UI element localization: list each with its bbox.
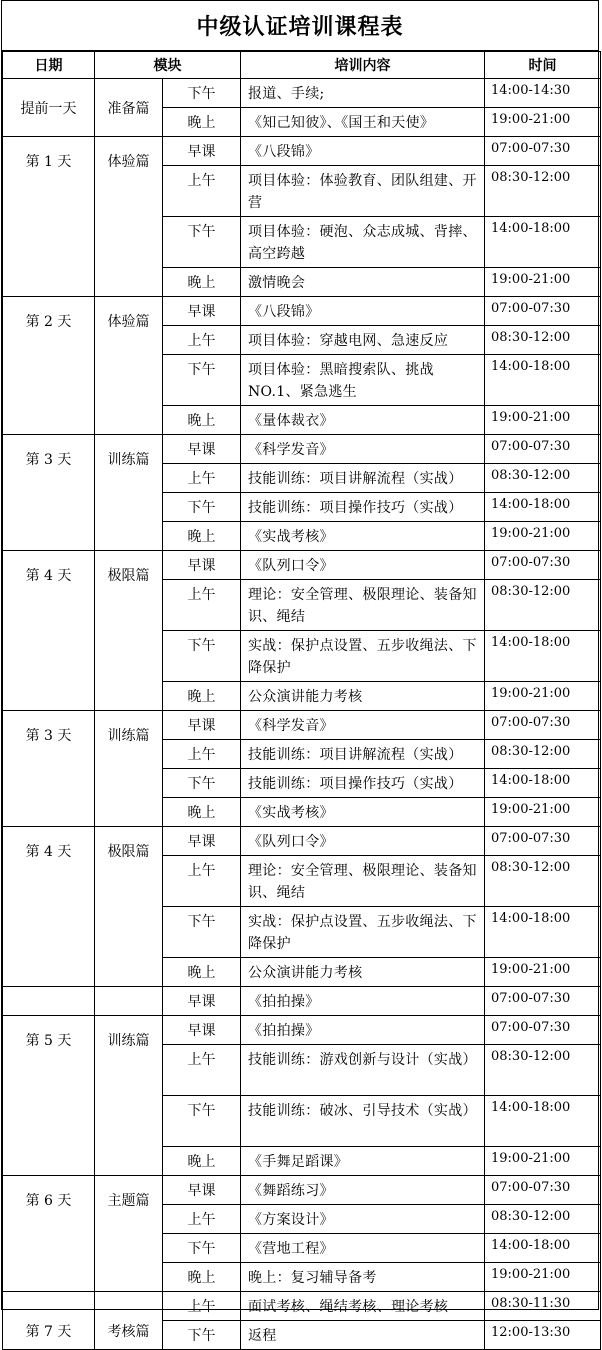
- time-cell: 07:00-07:30: [485, 435, 601, 464]
- content-cell: 《量体裁衣》: [241, 406, 485, 435]
- content-cell: 《实战考核》: [241, 522, 485, 551]
- module-cell: 主题篇: [95, 1176, 163, 1292]
- time-cell: 19:00-21:00: [485, 108, 601, 137]
- content-cell: 晚上：复习辅导备考: [241, 1263, 485, 1292]
- period-cell: 晚上: [163, 406, 241, 435]
- date-cell: 第 1 天: [3, 137, 95, 297]
- table-row: [3, 1016, 601, 1045]
- time-cell: 07:00-07:30: [485, 1016, 601, 1045]
- time-cell: 14:00-14:30: [485, 79, 601, 108]
- module-cell: 考核篇: [95, 1292, 163, 1350]
- content-cell: 《手舞足蹈课》: [241, 1147, 485, 1176]
- time-cell: 08:30-12:00: [485, 326, 601, 355]
- date-cell: 第 5 天: [3, 1016, 95, 1176]
- content-cell: 《拍拍操》: [241, 987, 485, 1016]
- time-cell: 19:00-21:00: [485, 798, 601, 827]
- time-cell: 14:00-18:00: [485, 217, 601, 268]
- time-cell: 19:00-21:00: [485, 682, 601, 711]
- period-cell: 晚上: [163, 958, 241, 987]
- date-cell: 第 3 天: [3, 711, 95, 827]
- period-cell: 晚上: [163, 682, 241, 711]
- time-cell: 14:00-18:00: [485, 907, 601, 958]
- period-cell: 早课: [163, 827, 241, 856]
- content-cell: 项目体验：硬泡、众志成城、背摔、高空跨越: [241, 217, 485, 268]
- period-cell: 早课: [163, 435, 241, 464]
- date-cell: 第 7 天: [3, 1292, 95, 1350]
- period-cell: 早课: [163, 1016, 241, 1045]
- time-cell: 19:00-21:00: [485, 1263, 601, 1292]
- period-cell: 下午: [163, 1096, 241, 1147]
- content-cell: 理论：安全管理、极限理论、装备知识、绳结: [241, 580, 485, 631]
- time-cell: 14:00-18:00: [485, 631, 601, 682]
- time-cell: 14:00-18:00: [485, 1096, 601, 1147]
- schedule-table: [2, 51, 601, 1350]
- time-cell: 07:00-07:30: [485, 137, 601, 166]
- page-title: 中级认证培训课程表: [2, 1, 598, 51]
- table-row: [3, 987, 601, 1016]
- content-cell: 项目体验：体验教育、团队组建、开营: [241, 166, 485, 217]
- content-cell: 《科学发音》: [241, 711, 485, 740]
- period-cell: 晚上: [163, 1263, 241, 1292]
- content-cell: 返程: [241, 1321, 485, 1350]
- period-cell: 早课: [163, 711, 241, 740]
- time-cell: 14:00-18:00: [485, 769, 601, 798]
- period-cell: 下午: [163, 907, 241, 958]
- time-cell: 14:00-18:00: [485, 493, 601, 522]
- period-cell: 下午: [163, 79, 241, 108]
- date-cell: 第 3 天: [3, 435, 95, 551]
- period-cell: 下午: [163, 493, 241, 522]
- time-cell: 08:30-12:00: [485, 580, 601, 631]
- content-cell: 《拍拍操》: [241, 1016, 485, 1045]
- period-cell: 下午: [163, 1321, 241, 1350]
- content-cell: 技能训练：项目操作技巧（实战）: [241, 493, 485, 522]
- table-row: [3, 711, 601, 740]
- content-cell: 技能训练：项目讲解流程（实战）: [241, 464, 485, 493]
- time-cell: 19:00-21:00: [485, 958, 601, 987]
- period-cell: 下午: [163, 355, 241, 406]
- period-cell: 上午: [163, 740, 241, 769]
- period-cell: 早课: [163, 297, 241, 326]
- header-content: 培训内容: [241, 52, 485, 79]
- period-cell: 早课: [163, 551, 241, 580]
- content-cell: 报道、手续;: [241, 79, 485, 108]
- table-row: [3, 1176, 601, 1205]
- time-cell: 08:30-12:00: [485, 740, 601, 769]
- time-cell: 08:30-12:00: [485, 464, 601, 493]
- time-cell: 19:00-21:00: [485, 268, 601, 297]
- period-cell: 下午: [163, 769, 241, 798]
- content-cell: 《八段锦》: [241, 137, 485, 166]
- header-date: 日期: [3, 52, 95, 79]
- module-cell: 极限篇: [95, 827, 163, 987]
- date-cell: 第 2 天: [3, 297, 95, 435]
- time-cell: 08:30-12:00: [485, 166, 601, 217]
- period-cell: 上午: [163, 326, 241, 355]
- period-cell: 上午: [163, 580, 241, 631]
- time-cell: 12:00-13:30: [485, 1321, 601, 1350]
- period-cell: 上午: [163, 166, 241, 217]
- period-cell: 上午: [163, 1205, 241, 1234]
- content-cell: 《营地工程》: [241, 1234, 485, 1263]
- module-cell: 体验篇: [95, 297, 163, 435]
- content-cell: 《八段锦》: [241, 297, 485, 326]
- period-cell: 上午: [163, 1045, 241, 1096]
- table-row: [3, 551, 601, 580]
- time-cell: 08:30-12:00: [485, 1045, 601, 1096]
- content-cell: 实战：保护点设置、五步收绳法、下降保护: [241, 907, 485, 958]
- content-cell: 《知己知彼》、《国王和天使》: [241, 108, 485, 137]
- content-cell: 《方案设计》: [241, 1205, 485, 1234]
- header-module: 模块: [95, 52, 241, 79]
- content-cell: 《队列口令》: [241, 551, 485, 580]
- content-cell: 《实战考核》: [241, 798, 485, 827]
- content-cell: 技能训练：项目讲解流程（实战）: [241, 740, 485, 769]
- period-cell: 晚上: [163, 1147, 241, 1176]
- period-cell: 早课: [163, 987, 241, 1016]
- table-row: [3, 827, 601, 856]
- period-cell: 下午: [163, 1234, 241, 1263]
- content-cell: 技能训练：项目操作技巧（实战）: [241, 769, 485, 798]
- date-cell: 第 4 天: [3, 827, 95, 987]
- table-row: [3, 297, 601, 326]
- module-cell: 极限篇: [95, 551, 163, 711]
- period-cell: 上午: [163, 856, 241, 907]
- time-cell: 07:00-07:30: [485, 711, 601, 740]
- period-cell: 晚上: [163, 798, 241, 827]
- module-cell: 训练篇: [95, 711, 163, 827]
- header-time: 时间: [485, 52, 601, 79]
- content-cell: 《科学发音》: [241, 435, 485, 464]
- period-cell: 早课: [163, 1176, 241, 1205]
- time-cell: 07:00-07:30: [485, 1176, 601, 1205]
- time-cell: 14:00-18:00: [485, 1234, 601, 1263]
- module-cell: 体验篇: [95, 137, 163, 297]
- period-cell: 晚上: [163, 268, 241, 297]
- time-cell: 07:00-07:30: [485, 827, 601, 856]
- content-cell: 面试考核、绳结考核、理论考核: [241, 1292, 485, 1321]
- table-row: [3, 435, 601, 464]
- time-cell: 08:30-12:00: [485, 1205, 601, 1234]
- time-cell: 08:30-11:30: [485, 1292, 601, 1321]
- content-cell: 项目体验：黑暗搜索队、挑战NO.1、紧急逃生: [241, 355, 485, 406]
- content-cell: 项目体验：穿越电网、急速反应: [241, 326, 485, 355]
- time-cell: 07:00-07:30: [485, 297, 601, 326]
- time-cell: 07:00-07:30: [485, 987, 601, 1016]
- schedule-sheet: [1, 0, 599, 1344]
- content-cell: 技能训练：破冰、引导技术（实战）: [241, 1096, 485, 1147]
- time-cell: 19:00-21:00: [485, 406, 601, 435]
- period-cell: 上午: [163, 1292, 241, 1321]
- date-cell: 提前一天: [3, 79, 95, 137]
- period-cell: 下午: [163, 631, 241, 682]
- content-cell: 技能训练：游戏创新与设计（实战）: [241, 1045, 485, 1096]
- period-cell: 下午: [163, 217, 241, 268]
- period-cell: 晚上: [163, 108, 241, 137]
- module-cell: 准备篇: [95, 79, 163, 137]
- time-cell: 07:00-07:30: [485, 551, 601, 580]
- content-cell: 《舞蹈练习》: [241, 1176, 485, 1205]
- date-cell: 第 6 天: [3, 1176, 95, 1292]
- period-cell: 上午: [163, 464, 241, 493]
- time-cell: 14:00-18:00: [485, 355, 601, 406]
- time-cell: 08:30-12:00: [485, 856, 601, 907]
- table-row: [3, 1292, 601, 1321]
- date-cell: [3, 987, 95, 1016]
- date-cell: 第 4 天: [3, 551, 95, 711]
- time-cell: 19:00-21:00: [485, 1147, 601, 1176]
- content-cell: 公众演讲能力考核: [241, 958, 485, 987]
- content-cell: 理论：安全管理、极限理论、装备知识、绳结: [241, 856, 485, 907]
- period-cell: 早课: [163, 137, 241, 166]
- module-cell: 训练篇: [95, 1016, 163, 1176]
- table-row: [3, 137, 601, 166]
- content-cell: 《队列口令》: [241, 827, 485, 856]
- module-cell: [95, 987, 163, 1016]
- module-cell: 训练篇: [95, 435, 163, 551]
- table-row: [3, 79, 601, 108]
- content-cell: 激情晚会: [241, 268, 485, 297]
- header-row: [3, 52, 601, 79]
- time-cell: 19:00-21:00: [485, 522, 601, 551]
- schedule-body: [3, 79, 601, 1350]
- content-cell: 公众演讲能力考核: [241, 682, 485, 711]
- content-cell: 实战：保护点设置、五步收绳法、下降保护: [241, 631, 485, 682]
- period-cell: 晚上: [163, 522, 241, 551]
